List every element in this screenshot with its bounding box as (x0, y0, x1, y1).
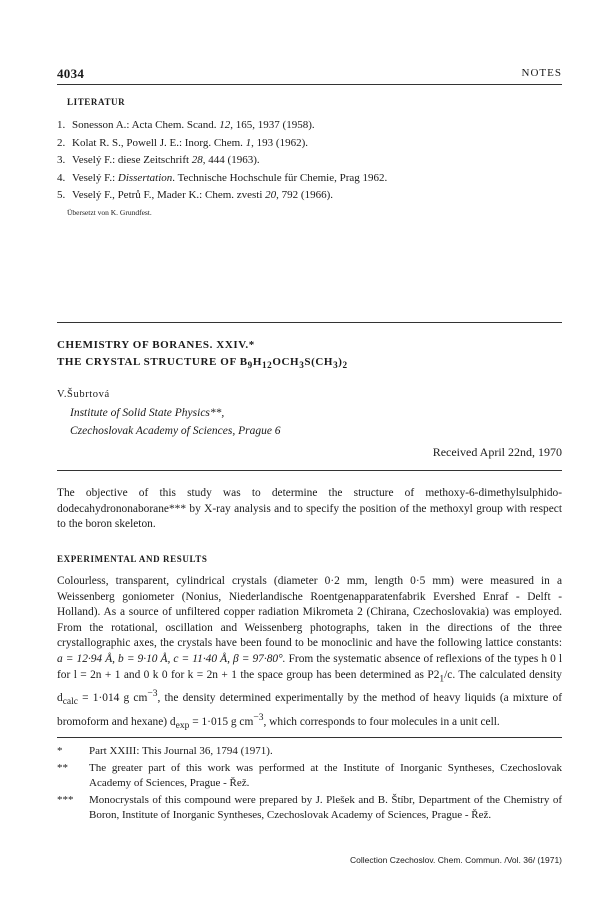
header-rule (57, 84, 562, 85)
article-title: CHEMISTRY OF BORANES. XXIV.* THE CRYSTAL STRUCTURE OF $B_9H_{12}OCH_3S(CH_3)_2$ (57, 339, 348, 371)
article-divider (57, 322, 562, 323)
author: V.Šubrtová (57, 389, 110, 400)
reference-item: 2. Kolat R. S., Powell J. E.: Inorg. Chem. 1, 193 (1962). (57, 136, 308, 149)
page-number: 4034 (57, 66, 85, 81)
reference-list (57, 117, 557, 205)
body-paragraph: Colourless, transparent, cylindrical crystals (diameter 0·2 mm, length 0·5 mm) were measured in a Weissenberg goniometer (Nonius, Niederlandische Roentgenapparatenfabrik Evershed Enraf - Delft - Holland). As a source of unfiltered copper radiation Mikrometa 2 (Chirana, Czechoslovakia) was employed. From the rotational, oscillation and Weissenberg photographs, taken in the directions of the three crystallographic axes, the crystals have been found to be monoclinic and have the following lattice constants: a = 12·94 Å, b = 9·10 Å, c = 11·40 Å, β = 97·80°. From the systematic absence of reflexions of the types h 0 l for l = 2n + 1 and 0 k 0 for k = 2n + 1 the space group has been determined as $P2_1/c$. The calculated density $d_{calc} = 1\cdot 014$ g $cm^{-3}$, the density determined experimentally by the method of heavy liquids (a mixture of bromoform and hexane) $d_{exp} = 1\cdot 015$ g $cm^{-3}$, which corresponds to four molecules in a unit cell. (57, 575, 563, 732)
abstract: The objective of this study was to determine the structure of methoxy-6-dimethylsulphido-dodecahydrononaborane*** by X-ray analysis and to specify the position of the methoxyl group with respect to the boron skeleton. (57, 487, 562, 531)
reference-item: 4. Veselý F.: Dissertation. Technische Hochschule für Chemie, Prag 1962. (57, 171, 388, 184)
footnote: *** Monocrystals of this compound were prepared by J. Plešek and B. Štíbr, Department of the Chemistry of Boron, Institute of Inorganic Syntheses, Czechoslovak Academy of Sciences, Prague - Řež. (57, 794, 562, 821)
received-rule (57, 470, 562, 471)
received-date: Received April 22nd, 1970 (432, 445, 562, 459)
footnote: * Part XXIII: This Journal 36, 1794 (1971). (57, 745, 273, 757)
institute: Institute of Solid State Physics**, Czechoslovak Academy of Sciences, Prague 6 (70, 407, 281, 437)
footnote-rule (57, 737, 562, 738)
section-heading: EXPERIMENTAL AND RESULTS (57, 554, 208, 564)
reference-item: 5. Veselý F., Petrů F., Mader K.: Chem. zvesti 20, 792 (1966). (57, 189, 333, 201)
section-header: NOTES (521, 67, 562, 79)
literature-heading: LITERATUR (67, 97, 126, 107)
translator-note: Übersetzt von K. Grundfest. (67, 208, 152, 217)
footnote: ** The greater part of this work was performed at the Institute of Inorganic Syntheses, Czechoslovak Academy of Sciences, Prague - Řež. (57, 762, 562, 789)
reference-item: 1. Sonesson A.: Acta Chem. Scand. 12, 165, 1937 (1958). (57, 119, 315, 131)
reference-item: 3. Veselý F.: diese Zeitschrift 28, 444 (1963). (57, 154, 260, 166)
footnotes (57, 744, 562, 823)
journal-footer: Collection Czechoslov. Chem. Commun. /Vol. 36/ (1971) (350, 855, 562, 865)
